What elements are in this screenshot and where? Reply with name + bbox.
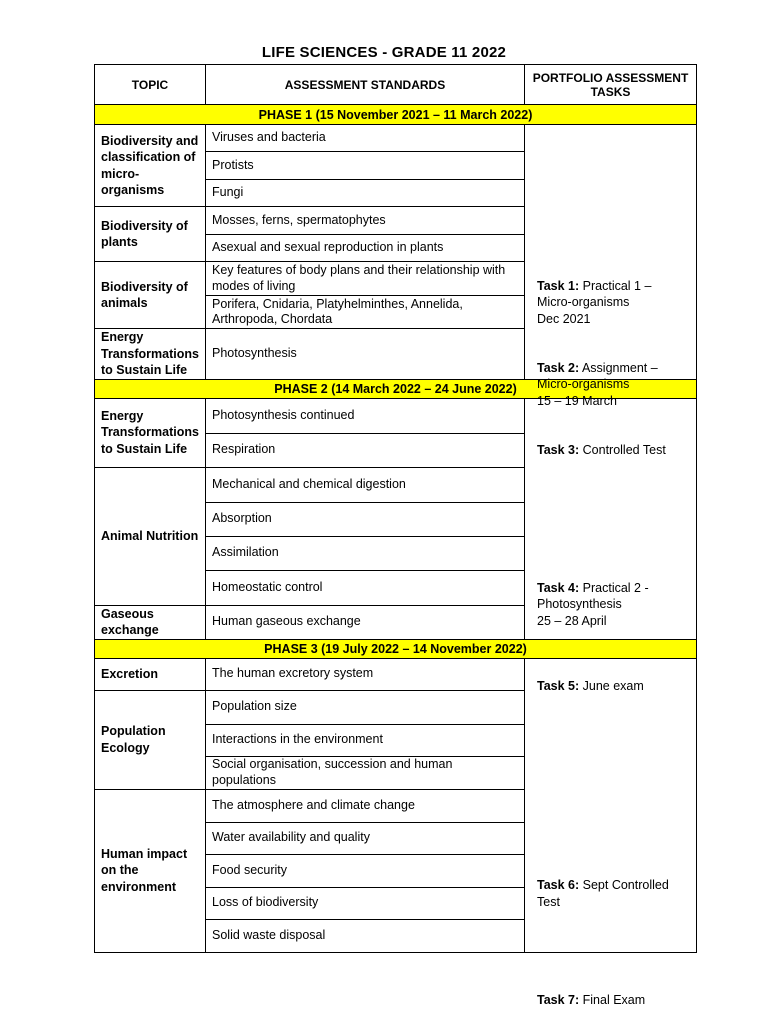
standard-item: Social organisation, succession and human populations: [206, 756, 525, 789]
phase-1-tasks: [525, 125, 697, 457]
phase-2-tasks: [525, 398, 697, 693]
standard-item: Population size: [206, 690, 525, 724]
standard-item: Photosynthesis: [206, 329, 525, 380]
topic-animals: Biodiversity of animals: [95, 262, 206, 329]
header-standards: ASSESSMENT STANDARDS: [206, 65, 525, 105]
topic-plants: Biodiversity of plants: [95, 207, 206, 262]
standard-item: Viruses and bacteria: [206, 125, 525, 152]
task-7-text: Final Exam: [582, 993, 646, 1007]
task-2-text: Assignment – Micro-organisms: [537, 360, 658, 392]
task-4-text: Practical 2 - Photosynthesis: [537, 580, 649, 611]
standard-item: Fungi: [206, 180, 525, 207]
topic-energy-1: Energy Transformations to Sustain Life: [95, 329, 206, 380]
topic-gaseous-exchange: Gaseous exchange: [95, 605, 206, 639]
task-4-date: 25 – 28 April: [537, 613, 607, 628]
phase-3-label: PHASE 3 (19 July 2022 – 14 November 2022): [95, 639, 697, 658]
task-2: [537, 360, 686, 410]
phase-1-label: PHASE 1 (15 November 2021 – 11 March 2022): [95, 105, 697, 125]
topic-micro-organisms: Biodiversity and classification of micro-organisms: [95, 125, 206, 207]
document-title: LIFE SCIENCES - GRADE 11 2022: [261, 44, 507, 61]
topic-energy-2: Energy Transformations to Sustain Life: [95, 398, 206, 467]
task-7-label: Task 7:: [537, 993, 580, 1007]
standard-item: The human excretory system: [206, 658, 525, 690]
header-topic: TOPIC: [95, 65, 206, 105]
task-3: [537, 442, 686, 459]
standard-item: Mechanical and chemical digestion: [206, 467, 525, 502]
task-3-text: Controlled Test: [582, 442, 666, 457]
task-1-date: Dec 2021: [537, 311, 591, 326]
header-tasks: PORTFOLIO ASSESSMENT TASKS: [525, 65, 697, 105]
task-2-label: Task 2:: [537, 360, 580, 375]
standard-item: Mosses, ferns, spermatophytes: [206, 207, 525, 235]
standard-item: Absorption: [206, 502, 525, 536]
task-1-text: Practical 1 – Micro-organisms: [537, 278, 652, 310]
phase-3-tasks: [525, 658, 697, 1007]
topic-population-ecology: Population Ecology: [95, 690, 206, 789]
task-4-label: Task 4:: [537, 580, 580, 595]
standard-item: Interactions in the environment: [206, 724, 525, 756]
standard-item: Human gaseous exchange: [206, 605, 525, 639]
task-2-date: 15 – 19 March: [537, 393, 617, 408]
standard-item: Homeostatic control: [206, 570, 525, 605]
task-5-label: Task 5:: [537, 678, 580, 693]
phase-2-label: PHASE 2 (14 March 2022 – 24 June 2022): [95, 379, 697, 398]
standard-item: Solid waste disposal: [206, 919, 525, 952]
phase-1-row: [95, 105, 697, 125]
header-row: [95, 65, 697, 105]
standard-item: Respiration: [206, 433, 525, 467]
task-4: [537, 580, 686, 630]
task-6-label: Task 6:: [537, 878, 580, 892]
task-5: [537, 678, 686, 695]
phase-3-row: [95, 639, 697, 658]
topic-excretion: Excretion: [95, 658, 206, 690]
standard-item: Porifera, Cnidaria, Platyhelminthes, Annelida, Arthropoda, Chordata: [206, 296, 525, 329]
standard-item: Food security: [206, 854, 525, 887]
standard-item: Protists: [206, 152, 525, 180]
task-1: [537, 278, 686, 328]
task-7: [537, 992, 686, 1009]
task-6-text: Sept Controlled Test: [537, 878, 669, 909]
task-1-label: Task 1:: [537, 278, 580, 293]
standard-item: The atmosphere and climate change: [206, 789, 525, 822]
standard-item: Photosynthesis continued: [206, 398, 525, 433]
assessment-plan-table: [94, 64, 697, 1007]
topic-human-impact: Human impact on the environment: [95, 789, 206, 952]
standard-item: Key features of body plans and their relationship with modes of living: [206, 262, 525, 296]
topic-animal-nutrition: Animal Nutrition: [95, 467, 206, 605]
standard-item: Asexual and sexual reproduction in plants: [206, 235, 525, 262]
standard-item: Assimilation: [206, 536, 525, 570]
task-5-text: June exam: [582, 678, 644, 693]
standard-item: Loss of biodiversity: [206, 887, 525, 919]
task-6: [537, 877, 686, 910]
task-3-label: Task 3:: [537, 442, 580, 457]
standard-item: Water availability and quality: [206, 822, 525, 854]
